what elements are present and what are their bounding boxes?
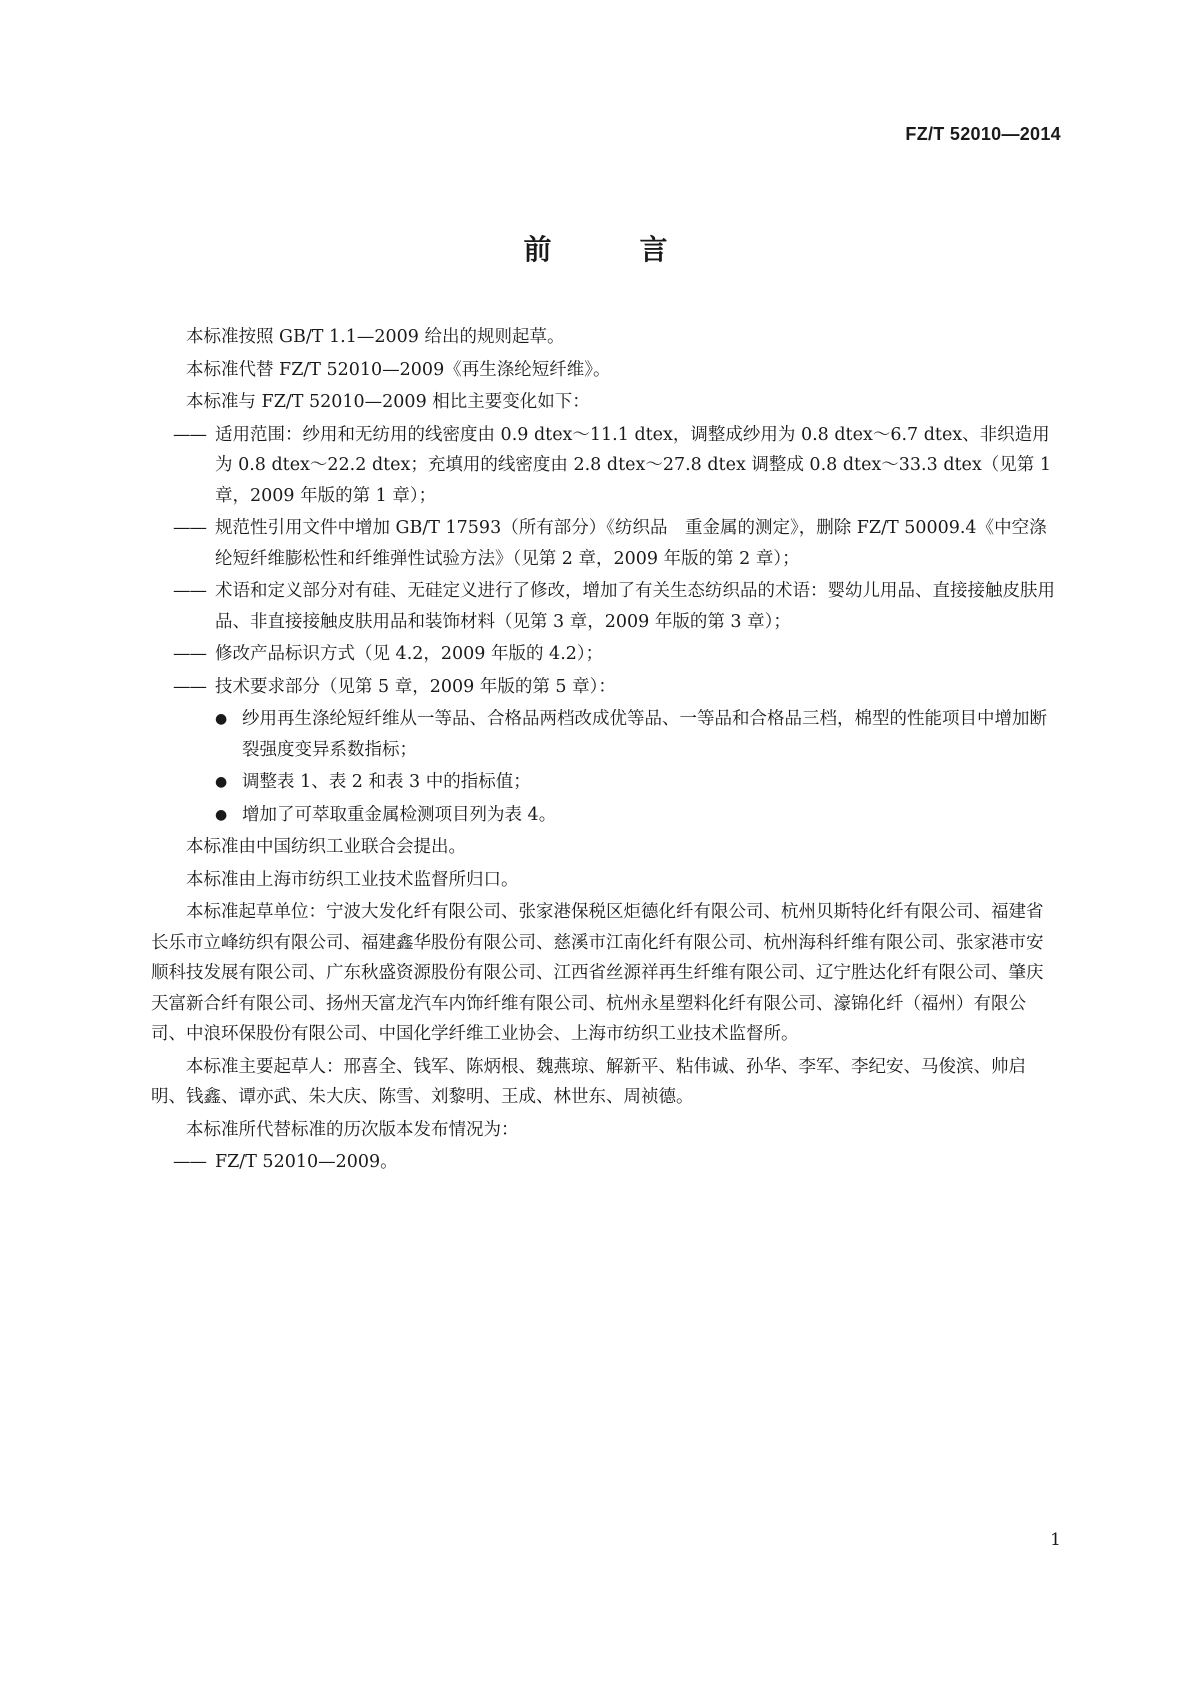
change-item (151, 420, 1059, 512)
page-number: 1 (1050, 1530, 1061, 1550)
paragraph-proposed-by: 本标准由中国纺织工业联合会提出。 (186, 837, 466, 857)
history-item (151, 1147, 1059, 1178)
dash-marker: —— (173, 1152, 206, 1172)
paragraph-drafting-units: 本标准起草单位：宁波大发化纤有限公司、张家港保税区炬德化纤有限公司、杭州贝斯特化纤有限公司、福建省长乐市立峰纺织有限公司、福建鑫华股份有限公司、慈溪市江南化纤有限公司、杭州海科纤维有限公司、张家港市安顺科技发展有限公司、广东秋盛资源股份有限公司、江西省丝源祥再生纤维有限公司、辽宁胜达化纤有限公司、肇庆天富新合纤有限公司、扬州天富龙汽车内饰纤维有限公司、杭州永星塑料化纤有限公司、濠锦化纤（福州）有限公司、中浪环保股份有限公司、中国化学纤维工业协会、上海市纺织工业技术监督所。 (151, 902, 1044, 1044)
tech-bullet-text: 增加了可萃取重金属检测项目列为表 4。 (242, 804, 557, 825)
page-title: 前 言 (523, 233, 698, 266)
change-item-text: 修改产品标识方式（见 4.2，2009 年版的 4.2）； (215, 644, 604, 664)
tech-bullet-item (151, 767, 1059, 798)
change-item-text: 技术要求部分（见第 5 章，2009 年版的第 5 章）： (215, 676, 616, 697)
standard-code: FZ/T 52010—2014 (905, 124, 1061, 144)
change-item (151, 513, 1059, 574)
dash-marker: —— (173, 424, 206, 445)
dash-marker: —— (173, 518, 206, 538)
bullet-icon: ● (215, 774, 228, 790)
document-body (151, 322, 1059, 1180)
paragraph-drafters: 本标准主要起草人：邢喜全、钱军、陈炳根、魏燕琼、解新平、粘伟诚、孙华、李军、李纪安、马俊滨、帅启明、钱鑫、谭亦武、朱大庆、陈雪、刘黎明、王成、林世东、周祯德。 (151, 1056, 1026, 1107)
dash-marker: —— (173, 676, 206, 697)
change-item-text: 术语和定义部分对有硅、无硅定义进行了修改，增加了有关生态纺织品的术语：婴幼儿用品、直接接触皮肤用品、非直接接触皮肤用品和装饰材料（见第 3 章，2009 年版的第 3 章）； (215, 581, 1055, 632)
paragraph-history-intro: 本标准所代替标准的历次版本发布情况为： (186, 1119, 519, 1140)
paragraph-managed-by: 本标准由上海市纺织工业技术监督所归口。 (186, 869, 519, 890)
bullet-icon: ● (215, 806, 228, 823)
change-item (151, 672, 1059, 703)
change-item-text: 规范性引用文件中增加 GB/T 17593（所有部分）《纺织品 重金属的测定》，删除 FZ/T 50009.4《中空涤纶短纤维膨松性和纤维弹性试验方法》（见第 2 章，2009 年版的第 2 章）； (215, 518, 1047, 569)
tech-bullet-item (151, 704, 1059, 765)
paragraph-replaces: 本标准代替 FZ/T 52010—2009《再生涤纶短纤维》。 (186, 359, 611, 380)
tech-bullet-item (151, 800, 1059, 831)
tech-bullet-text: 纱用再生涤纶短纤维从一等品、合格品两档改成优等品、一等品和合格品三档，棉型的性能项目中增加断裂强度变异系数指标； (242, 709, 1047, 760)
bullet-icon: ● (215, 711, 228, 727)
paragraph-drafting-rules: 本标准按照 GB/T 1.1—2009 给出的规则起草。 (186, 327, 565, 347)
dash-marker: —— (173, 644, 206, 664)
paragraph-changes-intro: 本标准与 FZ/T 52010—2009 相比主要变化如下： (186, 392, 590, 412)
change-item (151, 576, 1059, 637)
dash-marker: —— (173, 581, 206, 601)
history-item-text: FZ/T 52010—2009。 (215, 1152, 398, 1172)
change-item-text: 适用范围：纱用和无纺用的线密度由 0.9 dtex～11.1 dtex，调整成纱用为 0.8 dtex～6.7 dtex、非织造用为 0.8 dtex～22.2 dtex；充填用的线密度由 2.8 dtex～27.8 dtex 调整成 0.8 dtex～33.3 dtex（见第 1 章，2009 年版的第 1 章）； (215, 424, 1051, 506)
change-item (151, 639, 1059, 670)
tech-bullet-text: 调整表 1、表 2 和表 3 中的指标值； (242, 772, 531, 792)
